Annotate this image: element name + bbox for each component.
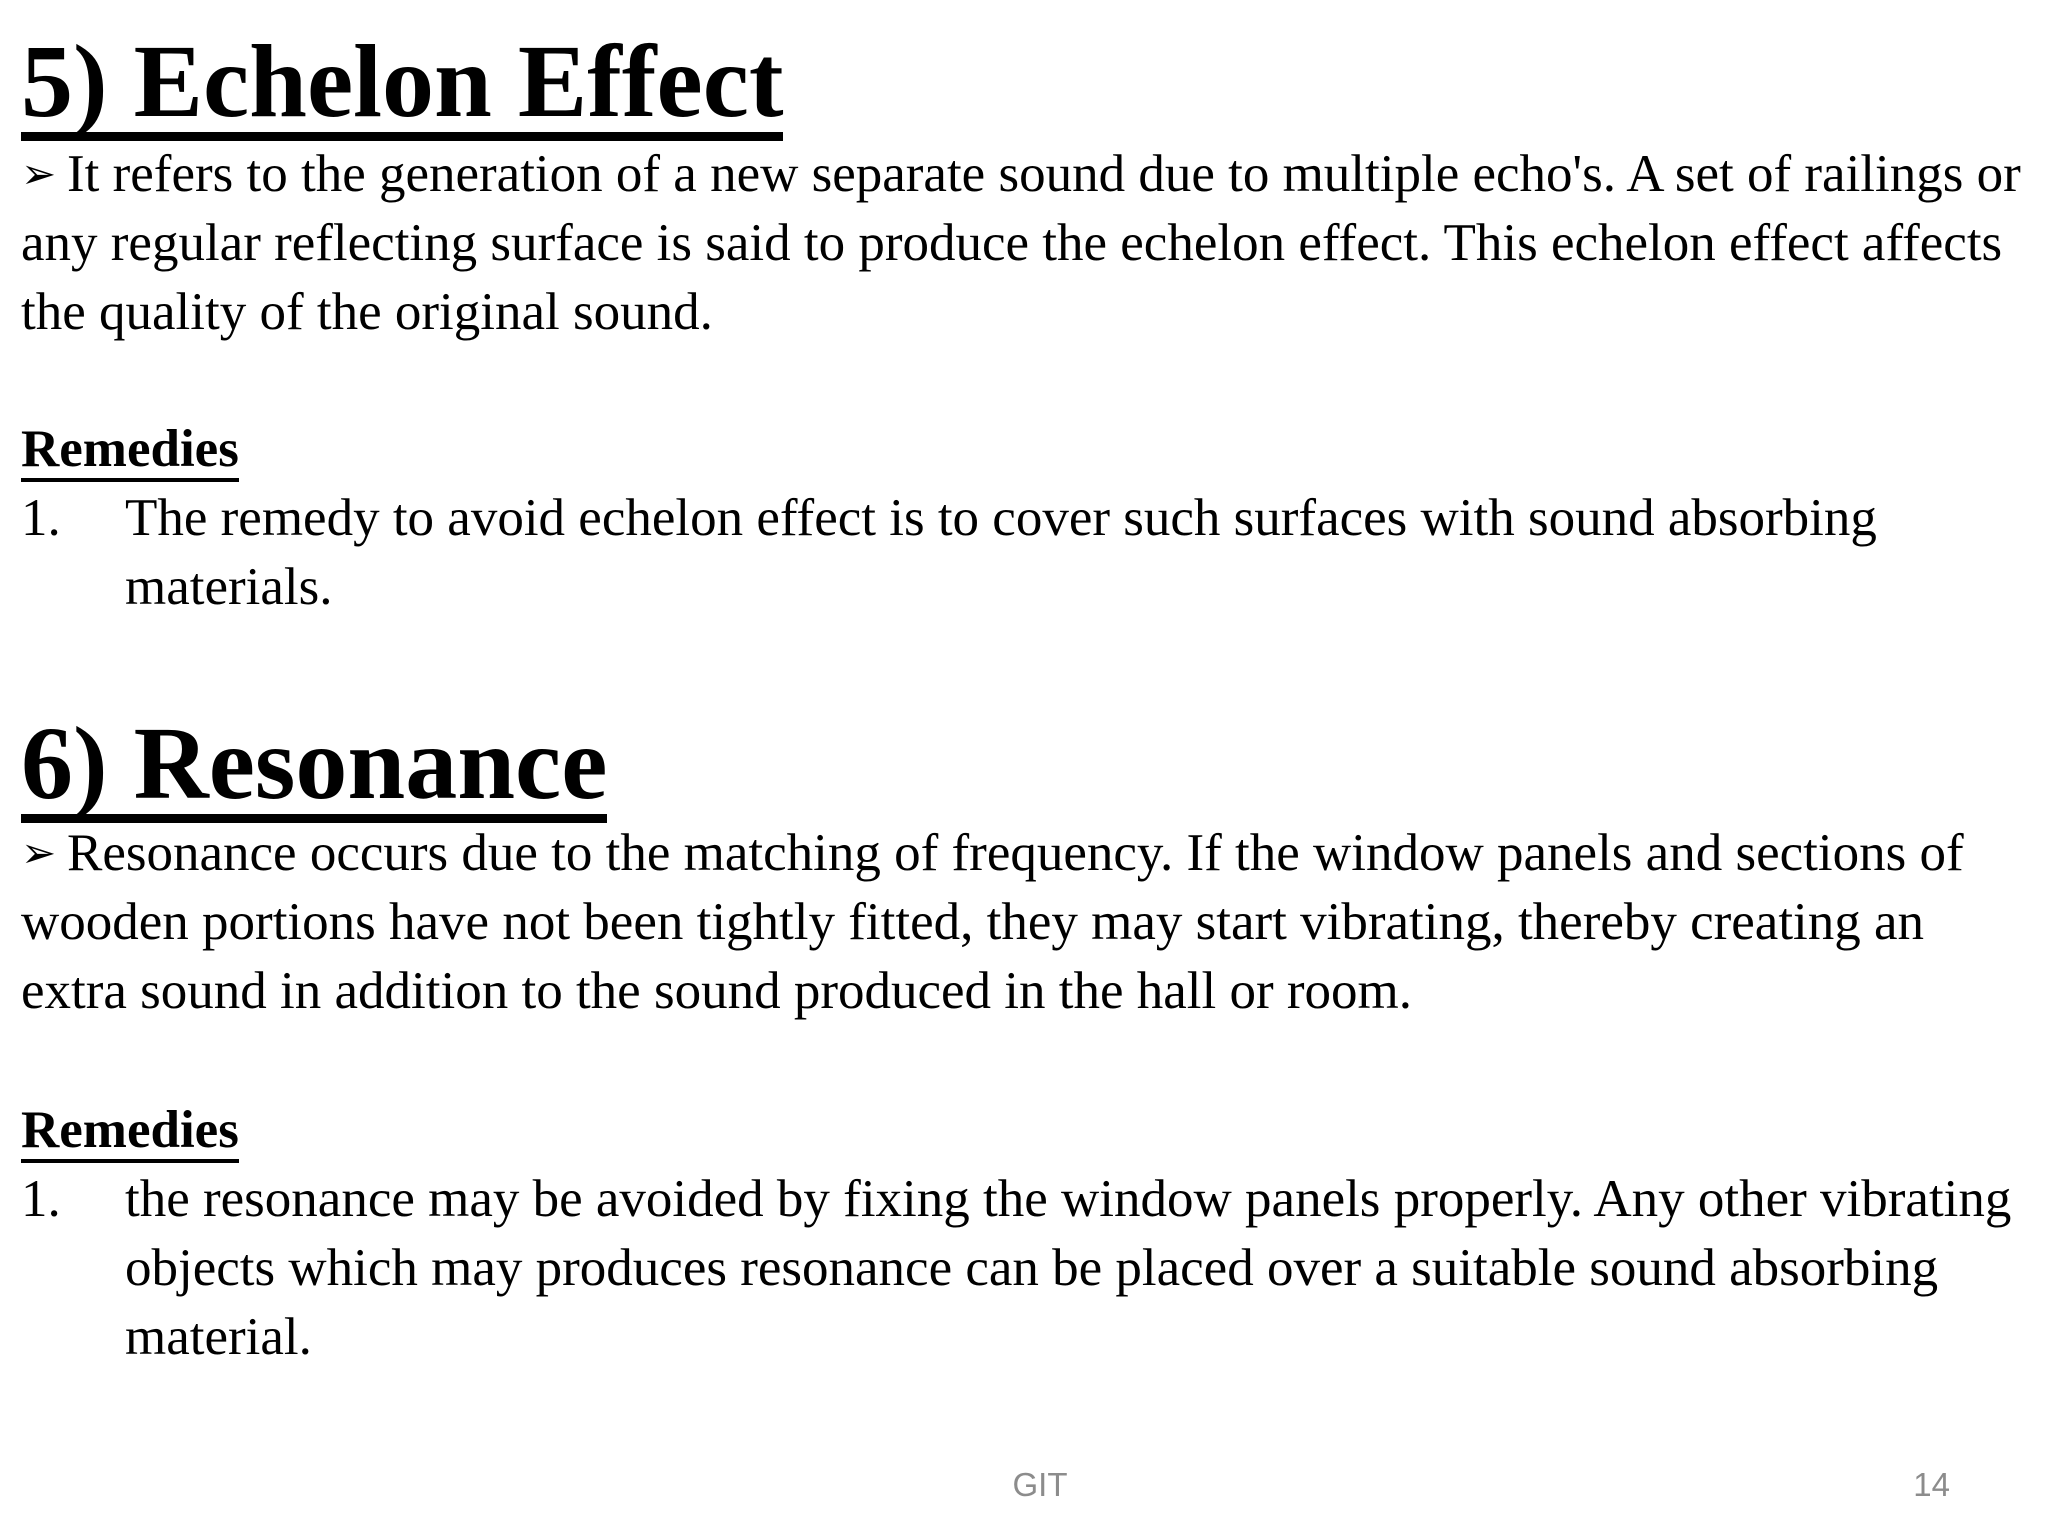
remedies-heading-echelon: Remedies — [21, 415, 239, 484]
list-item — [21, 484, 2031, 622]
arrow-bullet-icon: ➢ — [21, 149, 57, 198]
list-item-text: The remedy to avoid echelon effect is to cover such surfaces with sound absorbing materials. — [125, 489, 1877, 616]
list-item — [21, 1165, 2031, 1372]
section-title-resonance: 6) Resonance — [21, 706, 608, 821]
section-paragraph-resonance: ➢ Resonance occurs due to the matching of frequency. If the window panels and sections of wooden portions have not been tightly fitted, they may start vibrating, thereby creating an extra sound in addition to the sound produced in the hall or room. — [21, 818, 2031, 1026]
remedies-heading-resonance: Remedies — [21, 1096, 239, 1165]
list-item-number: 1. — [21, 489, 61, 547]
footer-label: GIT — [1012, 1466, 1068, 1503]
remedies-list-resonance — [21, 1165, 2031, 1372]
arrow-bullet-icon: ➢ — [21, 828, 57, 877]
section-paragraph-echelon-effect: ➢ It refers to the generation of a new separate sound due to multiple echo's. A set of railings or any regular reflecting surface is said to produce the echelon effect. This echelon effect affects the quality of the original sound. — [21, 139, 2031, 347]
section-title-echelon-effect: 5) Echelon Effect — [21, 24, 784, 139]
list-item-number: 1. — [21, 1170, 61, 1228]
remedies-list-echelon — [21, 484, 2031, 622]
page-number: 14 — [1913, 1466, 1950, 1503]
list-item-text: the resonance may be avoided by fixing the window panels properly. Any other vibrating objects which may produces resonance can be placed over a suitable sound absorbing material. — [125, 1170, 2012, 1366]
